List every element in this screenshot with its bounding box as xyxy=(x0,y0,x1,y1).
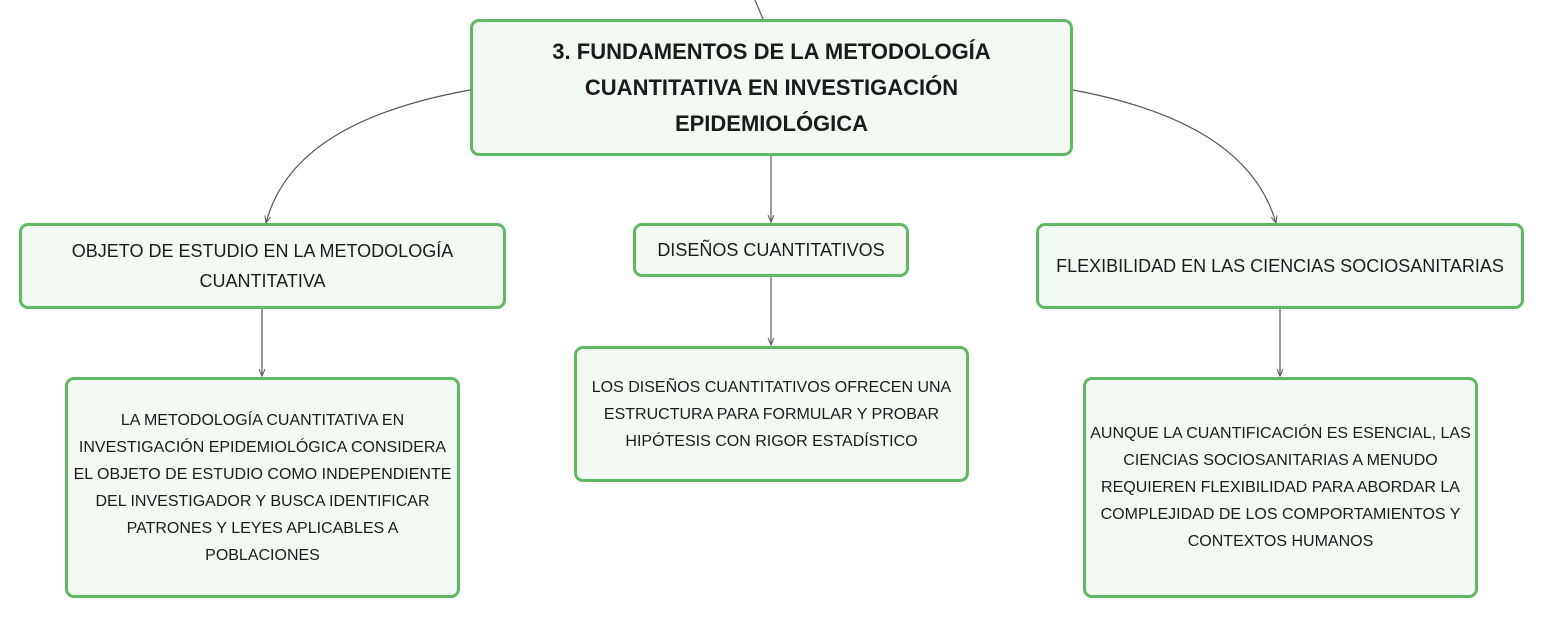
root-title: 3. FUNDAMENTOS DE LA METODOLOGÍA CUANTITATIVA EN INVESTIGACIÓN EPIDEMIOLÓGICA xyxy=(552,38,991,136)
detail-node-objeto-de-estudio[interactable] xyxy=(65,377,460,598)
detail-text: AUNQUE LA CUANTIFICACIÓN ES ESENCIAL, LAS CIENCIAS SOCIOSANITARIAS A MENUDO REQUIEREN FLEXIBILIDAD PARA ABORDAR LA COMPLEJIDAD DE LOS COMPORTAMIENTOS Y CONTEXTOS HUMANOS xyxy=(1090,425,1471,550)
branch-node-objeto-de-estudio[interactable] xyxy=(19,223,506,309)
connector-root-to-objeto xyxy=(266,90,470,223)
connector-root-to-flexibilidad xyxy=(1073,90,1276,223)
detail-node-disenos-cuantitativos[interactable] xyxy=(574,346,969,482)
root-node[interactable] xyxy=(470,19,1073,156)
branch-label: FLEXIBILIDAD EN LAS CIENCIAS SOCIOSANITARIAS xyxy=(1056,256,1504,276)
detail-node-flexibilidad[interactable] xyxy=(1083,377,1478,598)
detail-text: LOS DISEÑOS CUANTITATIVOS OFRECEN UNA ESTRUCTURA PARA FORMULAR Y PROBAR HIPÓTESIS CON RIGOR ESTADÍSTICO xyxy=(591,378,952,450)
detail-text: LA METODOLOGÍA CUANTITATIVA EN INVESTIGACIÓN EPIDEMIOLÓGICA CONSIDERA EL OBJETO DE ESTUDIO COMO INDEPENDIENTE DEL INVESTIGADOR Y BUSCA IDENTIFICAR PATRONES Y LEYES APLICABLES A POBLACIONES xyxy=(73,411,452,564)
connector-parent-to-root xyxy=(755,0,763,19)
branch-node-disenos-cuantitativos[interactable] xyxy=(633,223,909,277)
branch-label: DISEÑOS CUANTITATIVOS xyxy=(657,240,885,260)
branch-node-flexibilidad[interactable] xyxy=(1036,223,1524,309)
branch-label: OBJETO DE ESTUDIO EN LA METODOLOGÍA CUANTITATIVA xyxy=(71,241,454,291)
